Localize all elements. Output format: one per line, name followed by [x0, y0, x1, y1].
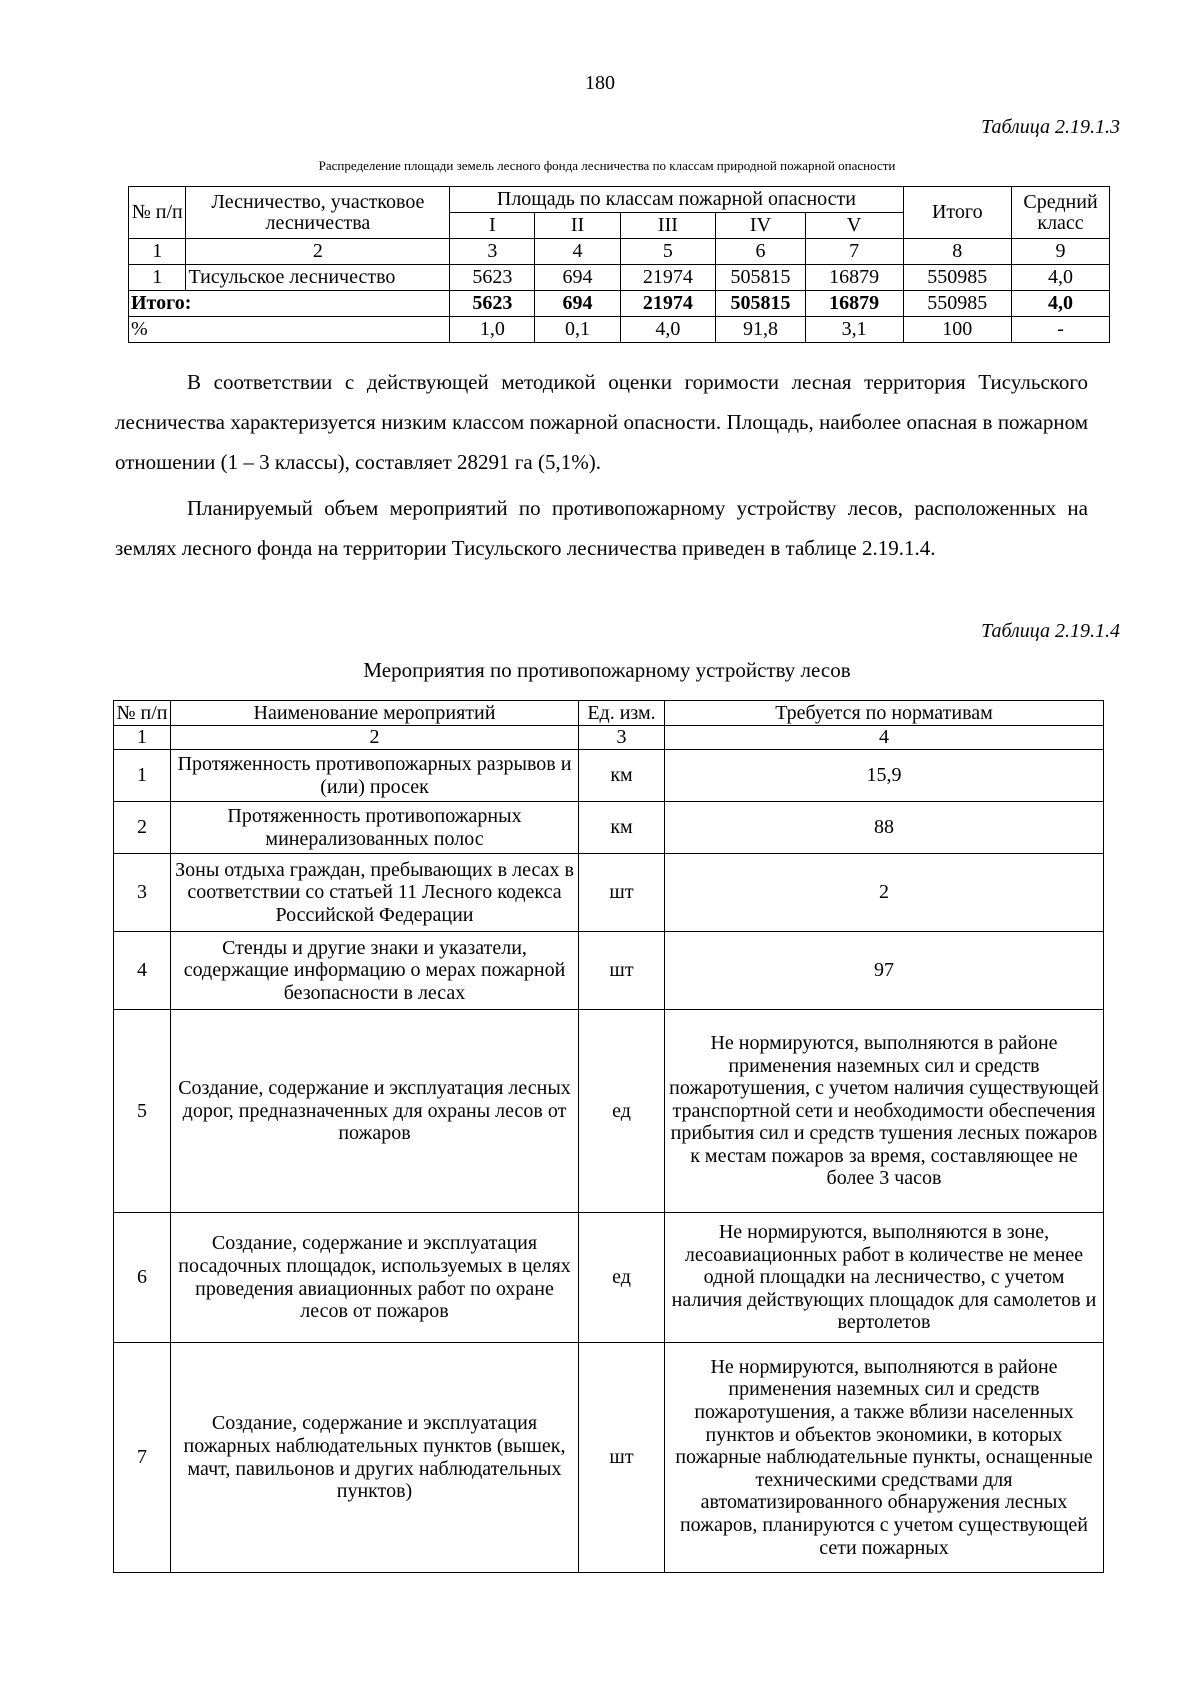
cell-forestry-name: Тисульское лесничество [186, 265, 450, 291]
col-number: 7 [805, 239, 903, 265]
cell: 0,1 [535, 317, 620, 343]
cell: 505815 [716, 265, 805, 291]
cell-num: 2 [114, 802, 171, 854]
cell: 1,0 [450, 317, 535, 343]
cell-num: 7 [114, 1343, 171, 1573]
header-required: Требуется по нормативам [665, 701, 1104, 726]
table-row [114, 802, 1104, 854]
percent-label: % [129, 317, 450, 343]
cell-name: Создание, содержание и эксплуатация пожарных наблюдательных пунктов (вышек, мачт, павильонов и других наблюдательных пунктов) [171, 1343, 579, 1573]
table-label-2: Таблица 2.19.1.4 [981, 620, 1120, 642]
cell: 4,0 [1012, 265, 1110, 291]
header-forestry: Лесничество, участковое лесничества [186, 187, 450, 239]
cell-required: Не нормируются, выполняются в районе применения наземных сил и средств пожаротушения, с учетом наличия существующей транспортной сети и необходимости обеспечения прибытия сил и средств тушения лесных пожаров к местам пожаров за время, составляющее не более 3 часов [665, 1010, 1104, 1213]
cell-required: 15,9 [665, 750, 1104, 802]
header-avg-class: Средний класс [1012, 187, 1110, 239]
table-label-1: Таблица 2.19.1.3 [981, 116, 1120, 138]
paragraph: Планируемый объем мероприятий по противопожарному устройству лесов, расположенных на землях лесного фонда на территории Тисульского лесничества приведен в таблице 2.19.1.4. [115, 496, 1088, 560]
cell-num: 5 [114, 1010, 171, 1213]
col-number: 6 [716, 239, 805, 265]
cell: 550985 [903, 265, 1012, 291]
col-number: 4 [665, 726, 1104, 750]
paragraph: В соответствии с действующей методикой оценки горимости лесная территория Тисульского лесничества характеризуется низким классом пожарной опасности. Площадь, наиболее опасная в пожарном отношении (1 – 3 классы), составляет 28291 га (5,1%). [115, 370, 1088, 474]
percent-row [129, 317, 1110, 343]
cell: 91,8 [716, 317, 805, 343]
table-row [114, 750, 1104, 802]
cell-required: 2 [665, 854, 1104, 932]
header-total: Итого [903, 187, 1012, 239]
page-number: 180 [585, 72, 615, 94]
cell-unit: км [579, 802, 665, 854]
cell: 16879 [805, 265, 903, 291]
cell: 694 [535, 265, 620, 291]
col-number: 9 [1012, 239, 1110, 265]
col-number: 2 [171, 726, 579, 750]
cell-name: Протяженность противопожарных минерализованных полос [171, 802, 579, 854]
cell: 505815 [716, 291, 805, 317]
cell-unit: ед [579, 1213, 665, 1343]
cell-unit: шт [579, 854, 665, 932]
table-caption-1: Распределение площади земель лесного фонда лесничества по классам природной пожарной опасности [318, 158, 896, 173]
cell-name: Зоны отдыха граждан, пребывающих в лесах в соответствии со статьей 11 Лесного кодекса Российской Федерации [171, 854, 579, 932]
cell-unit: ед [579, 1010, 665, 1213]
cell-unit: шт [579, 932, 665, 1010]
cell: 21974 [620, 291, 716, 317]
cell: 4,0 [620, 317, 716, 343]
cell: 5623 [450, 291, 535, 317]
fire-prevention-measures-table [113, 700, 1104, 1573]
table-caption-2: Мероприятия по противопожарному устройству лесов [363, 658, 851, 682]
cell: 100 [903, 317, 1012, 343]
cell: - [1012, 317, 1110, 343]
col-number: 4 [535, 239, 620, 265]
cell-required: 97 [665, 932, 1104, 1010]
cell: 5623 [450, 265, 535, 291]
col-number: 3 [450, 239, 535, 265]
cell-name: Стенды и другие знаки и указатели, содержащие информацию о мерах пожарной безопасности в лесах [171, 932, 579, 1010]
cell: 550985 [903, 291, 1012, 317]
cell: 21974 [620, 265, 716, 291]
cell: 16879 [805, 291, 903, 317]
column-number-row [114, 726, 1104, 750]
cell-num: 6 [114, 1213, 171, 1343]
header-num: № п/п [129, 187, 186, 239]
cell-name: Протяженность противопожарных разрывов и (или) просек [171, 750, 579, 802]
cell-name: Создание, содержание и эксплуатация посадочных площадок, используемых в целях проведения авиационных работ по охране лесов от пожаров [171, 1213, 579, 1343]
header-class: II [535, 213, 620, 239]
header-class: IV [716, 213, 805, 239]
header-class: III [620, 213, 716, 239]
header-class: V [805, 213, 903, 239]
cell-required: Не нормируются, выполняются в районе применения наземных сил и средств пожаротушения, а также вблизи населенных пунктов и объектов экономики, в которых пожарные наблюдательные пункты, оснащенные техническими средствами для автоматизированного обнаружения лесных пожаров, планируются с учетом существующей сети пожарных [665, 1343, 1104, 1573]
cell-num: 4 [114, 932, 171, 1010]
col-number: 8 [903, 239, 1012, 265]
header-class: I [450, 213, 535, 239]
table-row [114, 1213, 1104, 1343]
table-row [114, 854, 1104, 932]
cell: 3,1 [805, 317, 903, 343]
col-number: 3 [579, 726, 665, 750]
cell: 694 [535, 291, 620, 317]
header-unit: Ед. изм. [579, 701, 665, 726]
total-row [129, 291, 1110, 317]
table-row [114, 932, 1104, 1010]
cell: 1 [129, 265, 186, 291]
table-row [114, 1010, 1104, 1213]
cell-unit: шт [579, 1343, 665, 1573]
col-number: 1 [129, 239, 186, 265]
col-number: 2 [186, 239, 450, 265]
table-row [129, 265, 1110, 291]
header-name: Наименование мероприятий [171, 701, 579, 726]
fire-danger-class-table [128, 186, 1110, 343]
cell-name: Создание, содержание и эксплуатация лесных дорог, предназначенных для охраны лесов от пожаров [171, 1010, 579, 1213]
header-area-classes: Площадь по классам пожарной опасности [450, 187, 903, 213]
cell-num: 1 [114, 750, 171, 802]
cell-unit: км [579, 750, 665, 802]
cell-num: 3 [114, 854, 171, 932]
col-number: 1 [114, 726, 171, 750]
col-number: 5 [620, 239, 716, 265]
column-number-row [129, 239, 1110, 265]
cell: 4,0 [1012, 291, 1110, 317]
total-label: Итого: [129, 291, 450, 317]
header-num: № п/п [114, 701, 171, 726]
cell-required: 88 [665, 802, 1104, 854]
cell-required: Не нормируются, выполняются в зоне, лесоавиационных работ в количестве не менее одной площадки на лесничество, с учетом наличия действующих площадок для самолетов и вертолетов [665, 1213, 1104, 1343]
table-row [114, 1343, 1104, 1573]
